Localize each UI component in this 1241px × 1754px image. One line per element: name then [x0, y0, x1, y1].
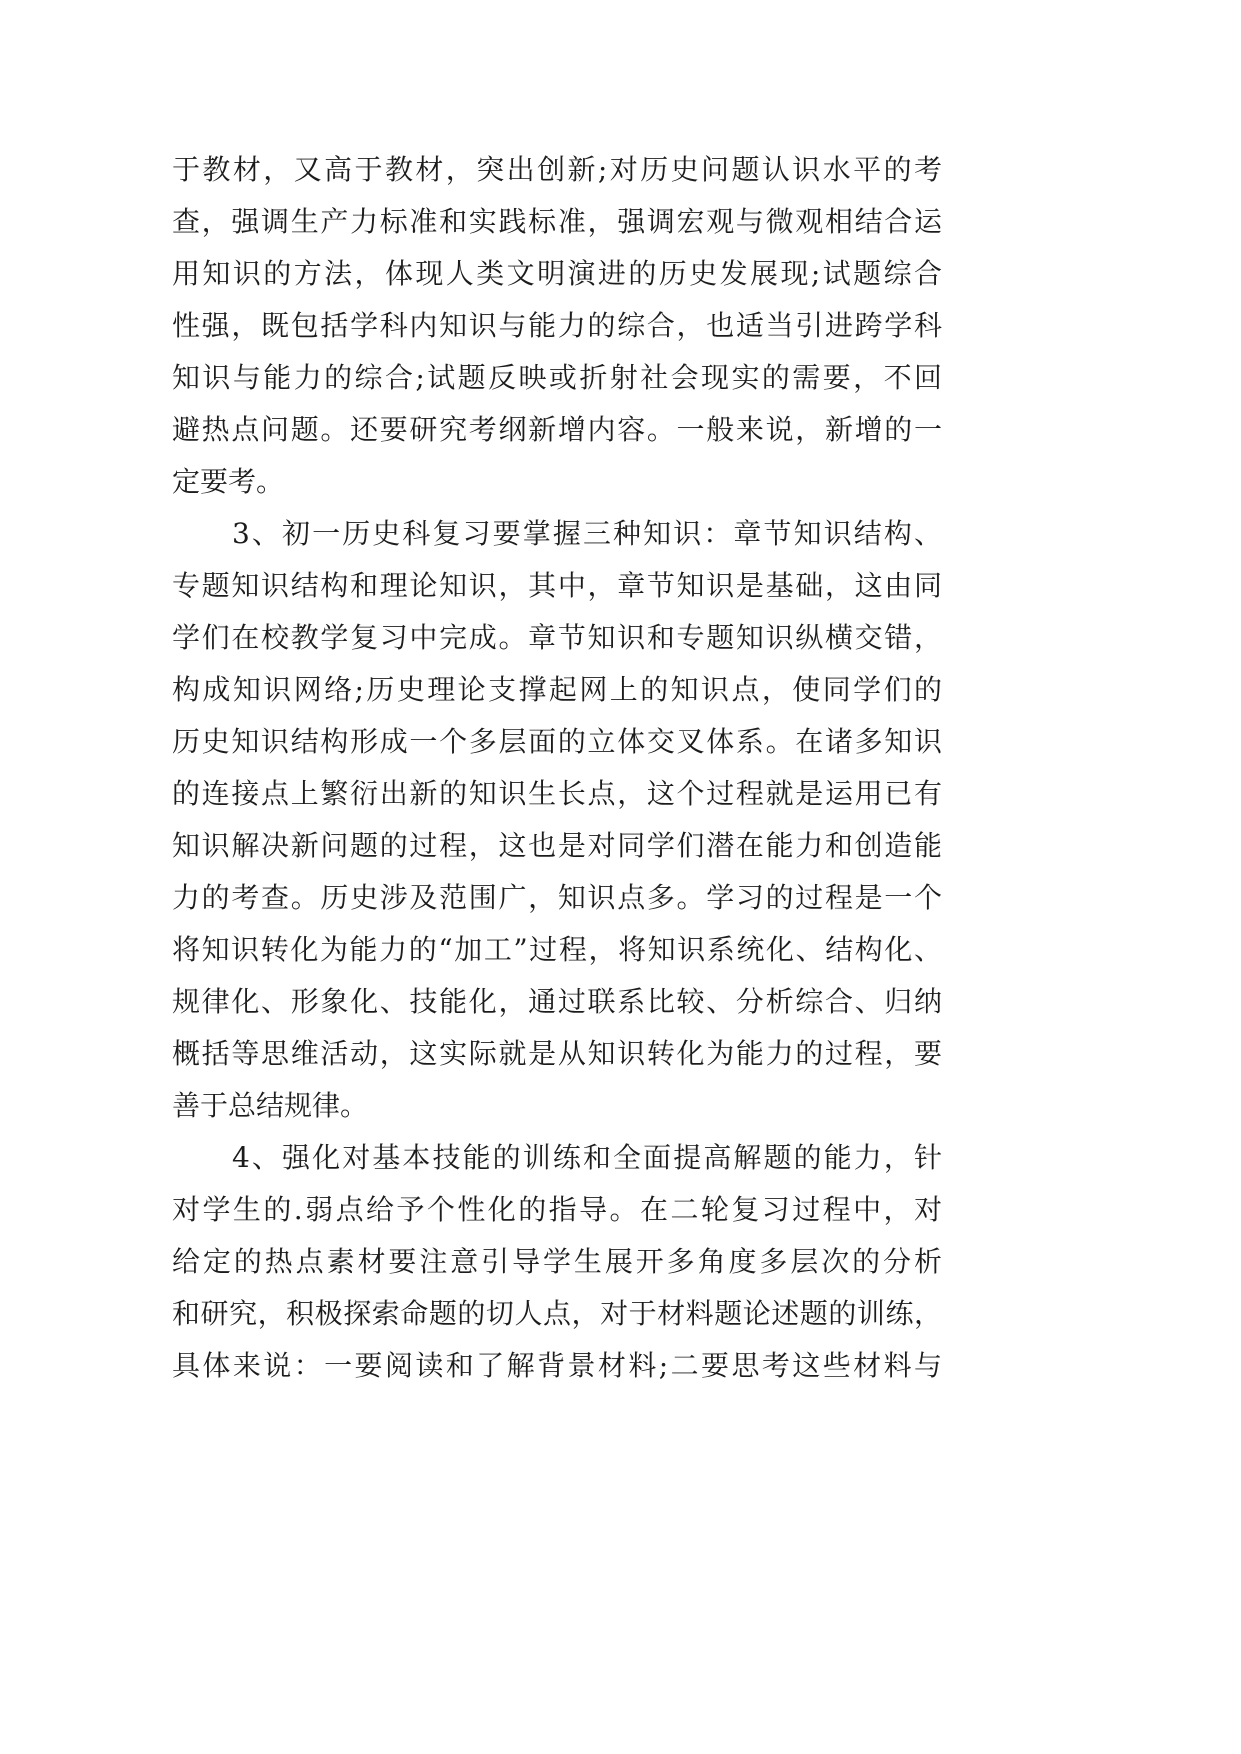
text-line: 和研究，积极探索命题的切人点，对于材料题论述题的训练，: [172, 1297, 942, 1330]
text-line: 善于总结规律。: [172, 1089, 369, 1122]
text-line: 知识与能力的综合;试题反映或折射社会现实的需要，不回: [172, 361, 942, 394]
text-line: 3、初一历史科复习要掌握三种知识：章节知识结构、: [232, 517, 942, 550]
text-line: 于教材，又高于教材，突出创新;对历史问题认识水平的考: [172, 153, 942, 186]
text-line: 具体来说：一要阅读和了解背景材料;二要思考这些材料与: [172, 1349, 942, 1382]
text-line: 的连接点上繁衍出新的知识生长点，这个过程就是运用已有: [172, 777, 942, 810]
body-text: [172, 144, 942, 1392]
text-line: 概括等思维活动，这实际就是从知识转化为能力的过程，要: [172, 1037, 942, 1070]
text-line: 学们在校教学复习中完成。章节知识和专题知识纵横交错，: [172, 621, 942, 654]
text-line: 专题知识结构和理论知识，其中，章节知识是基础，这由同: [172, 569, 942, 602]
text-line: 性强，既包括学科内知识与能力的综合，也适当引进跨学科: [172, 309, 942, 342]
text-line: 规律化、形象化、技能化，通过联系比较、分析综合、归纳: [172, 985, 942, 1018]
text-line: 避热点问题。还要研究考纲新增内容。一般来说，新增的一: [172, 413, 942, 446]
text-line: 对学生的.弱点给予个性化的指导。在二轮复习过程中，对: [172, 1193, 942, 1226]
text-line: 定要考。: [172, 465, 285, 498]
paragraph-item-4: [172, 1132, 942, 1392]
text-line: 给定的热点素材要注意引导学生展开多角度多层次的分析: [172, 1245, 942, 1278]
text-line: 将知识转化为能力的“加工”过程，将知识系统化、结构化、: [172, 933, 942, 966]
paragraph-item-3: [172, 508, 942, 1132]
text-line: 查，强调生产力标准和实践标准，强调宏观与微观相结合运: [172, 205, 942, 238]
paragraph-continued: [172, 144, 942, 508]
text-line: 4、强化对基本技能的训练和全面提高解题的能力，针: [232, 1141, 942, 1174]
text-line: 构成知识网络;历史理论支撑起网上的知识点，使同学们的: [172, 673, 942, 706]
text-line: 力的考查。历史涉及范围广，知识点多。学习的过程是一个: [172, 881, 942, 914]
text-line: 知识解决新问题的过程，这也是对同学们潜在能力和创造能: [172, 829, 942, 862]
text-line: 用知识的方法，体现人类文明演进的历史发展现;试题综合: [172, 257, 942, 290]
text-line: 历史知识结构形成一个多层面的立体交叉体系。在诸多知识: [172, 725, 942, 758]
